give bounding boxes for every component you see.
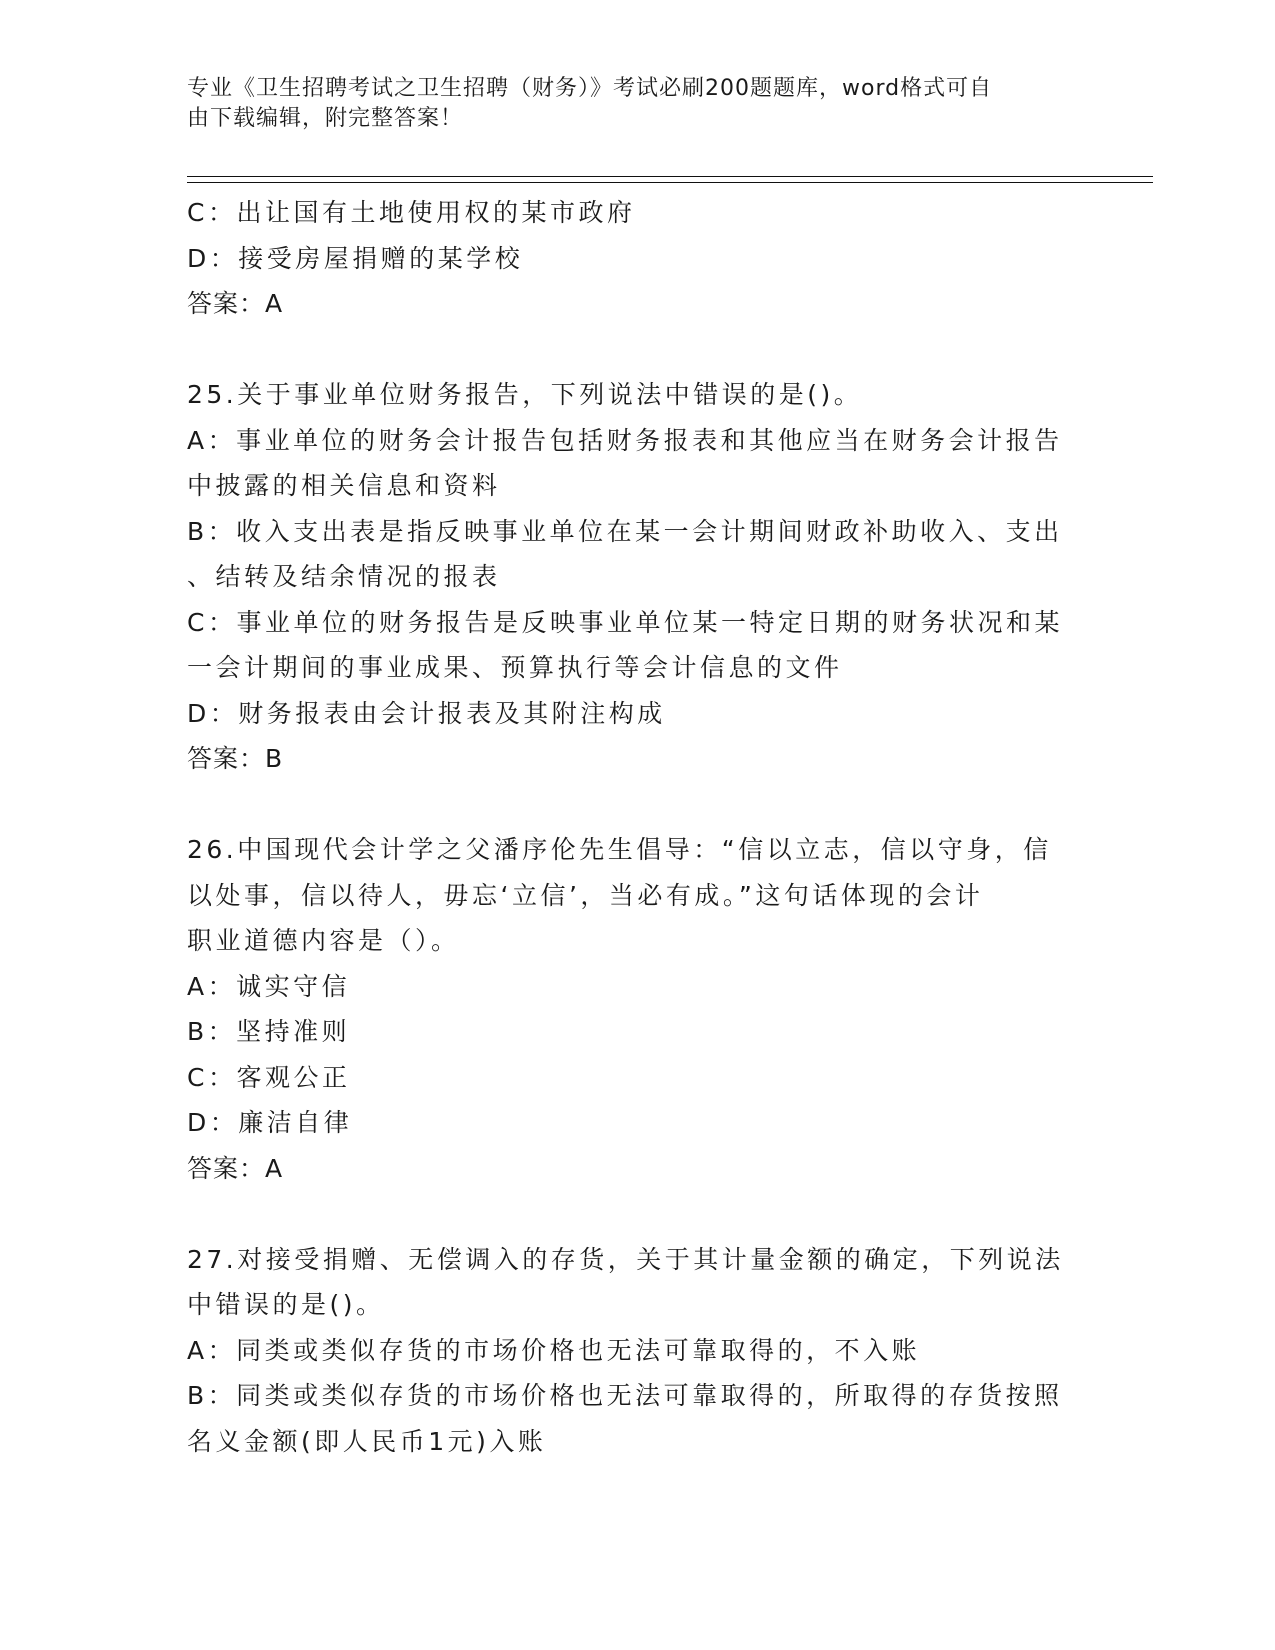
header-divider-bottom [187, 182, 1153, 183]
option-b-continued: 名义金额(即人民币1元)入账 [187, 1426, 547, 1456]
question-25 [187, 372, 1087, 782]
option-c-continued: 一会计期间的事业成果、预算执行等会计信息的文件 [187, 653, 843, 682]
option-b: B：坚持准则 [187, 1017, 351, 1046]
option-c: C：客观公正 [187, 1062, 351, 1092]
option-a: A：诚实守信 [187, 971, 351, 1001]
question-text-continued: 中错误的是()。 [187, 1290, 385, 1319]
option-d: D：财务报表由会计报表及其附注构成 [187, 698, 666, 728]
option-b: B：收入支出表是指反映事业单位在某一会计期间财政补助收入、支出 [187, 516, 1063, 546]
document-header [187, 74, 1087, 134]
question-26 [187, 827, 1087, 1191]
spacer [187, 782, 1087, 828]
option-c: C：事业单位的财务报告是反映事业单位某一特定日期的财务状况和某 [187, 607, 1063, 637]
header-divider-top [187, 176, 1153, 177]
option-d: D：接受房屋捐赠的某学校 [187, 243, 524, 273]
document-body [187, 190, 1087, 1464]
answer: 答案：B [187, 744, 284, 773]
question-24-fragment [187, 190, 1087, 327]
header-line-1: 专业《卫生招聘考试之卫生招聘（财务）》考试必刷200题题库，word格式可自 [187, 76, 993, 101]
option-a-continued: 中披露的相关信息和资料 [187, 471, 501, 500]
option-b-continued: 、结转及结余情况的报表 [187, 562, 501, 591]
spacer [187, 327, 1087, 373]
option-a: A：事业单位的财务会计报告包括财务报表和其他应当在财务会计报告 [187, 425, 1063, 455]
spacer [187, 1191, 1087, 1237]
question-text: 25.关于事业单位财务报告，下列说法中错误的是()。 [187, 380, 863, 409]
question-text: 26.中国现代会计学之父潘序伦先生倡导：“信以立志，信以守身，信 [187, 835, 1052, 864]
question-27 [187, 1237, 1087, 1465]
option-a: A：同类或类似存货的市场价格也无法可靠取得的，不入账 [187, 1335, 921, 1365]
question-text-continued: 职业道德内容是（）。 [187, 926, 460, 955]
answer: 答案：A [187, 289, 284, 318]
header-line-2: 由下载编辑，附完整答案！ [187, 106, 464, 131]
question-text: 27.对接受捐赠、无偿调入的存货，关于其计量金额的确定，下列说法 [187, 1244, 1064, 1274]
question-text-continued: 以处事，信以待人，毋忘‘立信’，当必有成。”这句话体现的会计 [187, 880, 984, 910]
option-d: D：廉洁自律 [187, 1108, 353, 1137]
option-c: C：出让国有土地使用权的某市政府 [187, 198, 636, 227]
option-b: B：同类或类似存货的市场价格也无法可靠取得的，所取得的存货按照 [187, 1381, 1063, 1410]
answer: 答案：A [187, 1153, 284, 1183]
